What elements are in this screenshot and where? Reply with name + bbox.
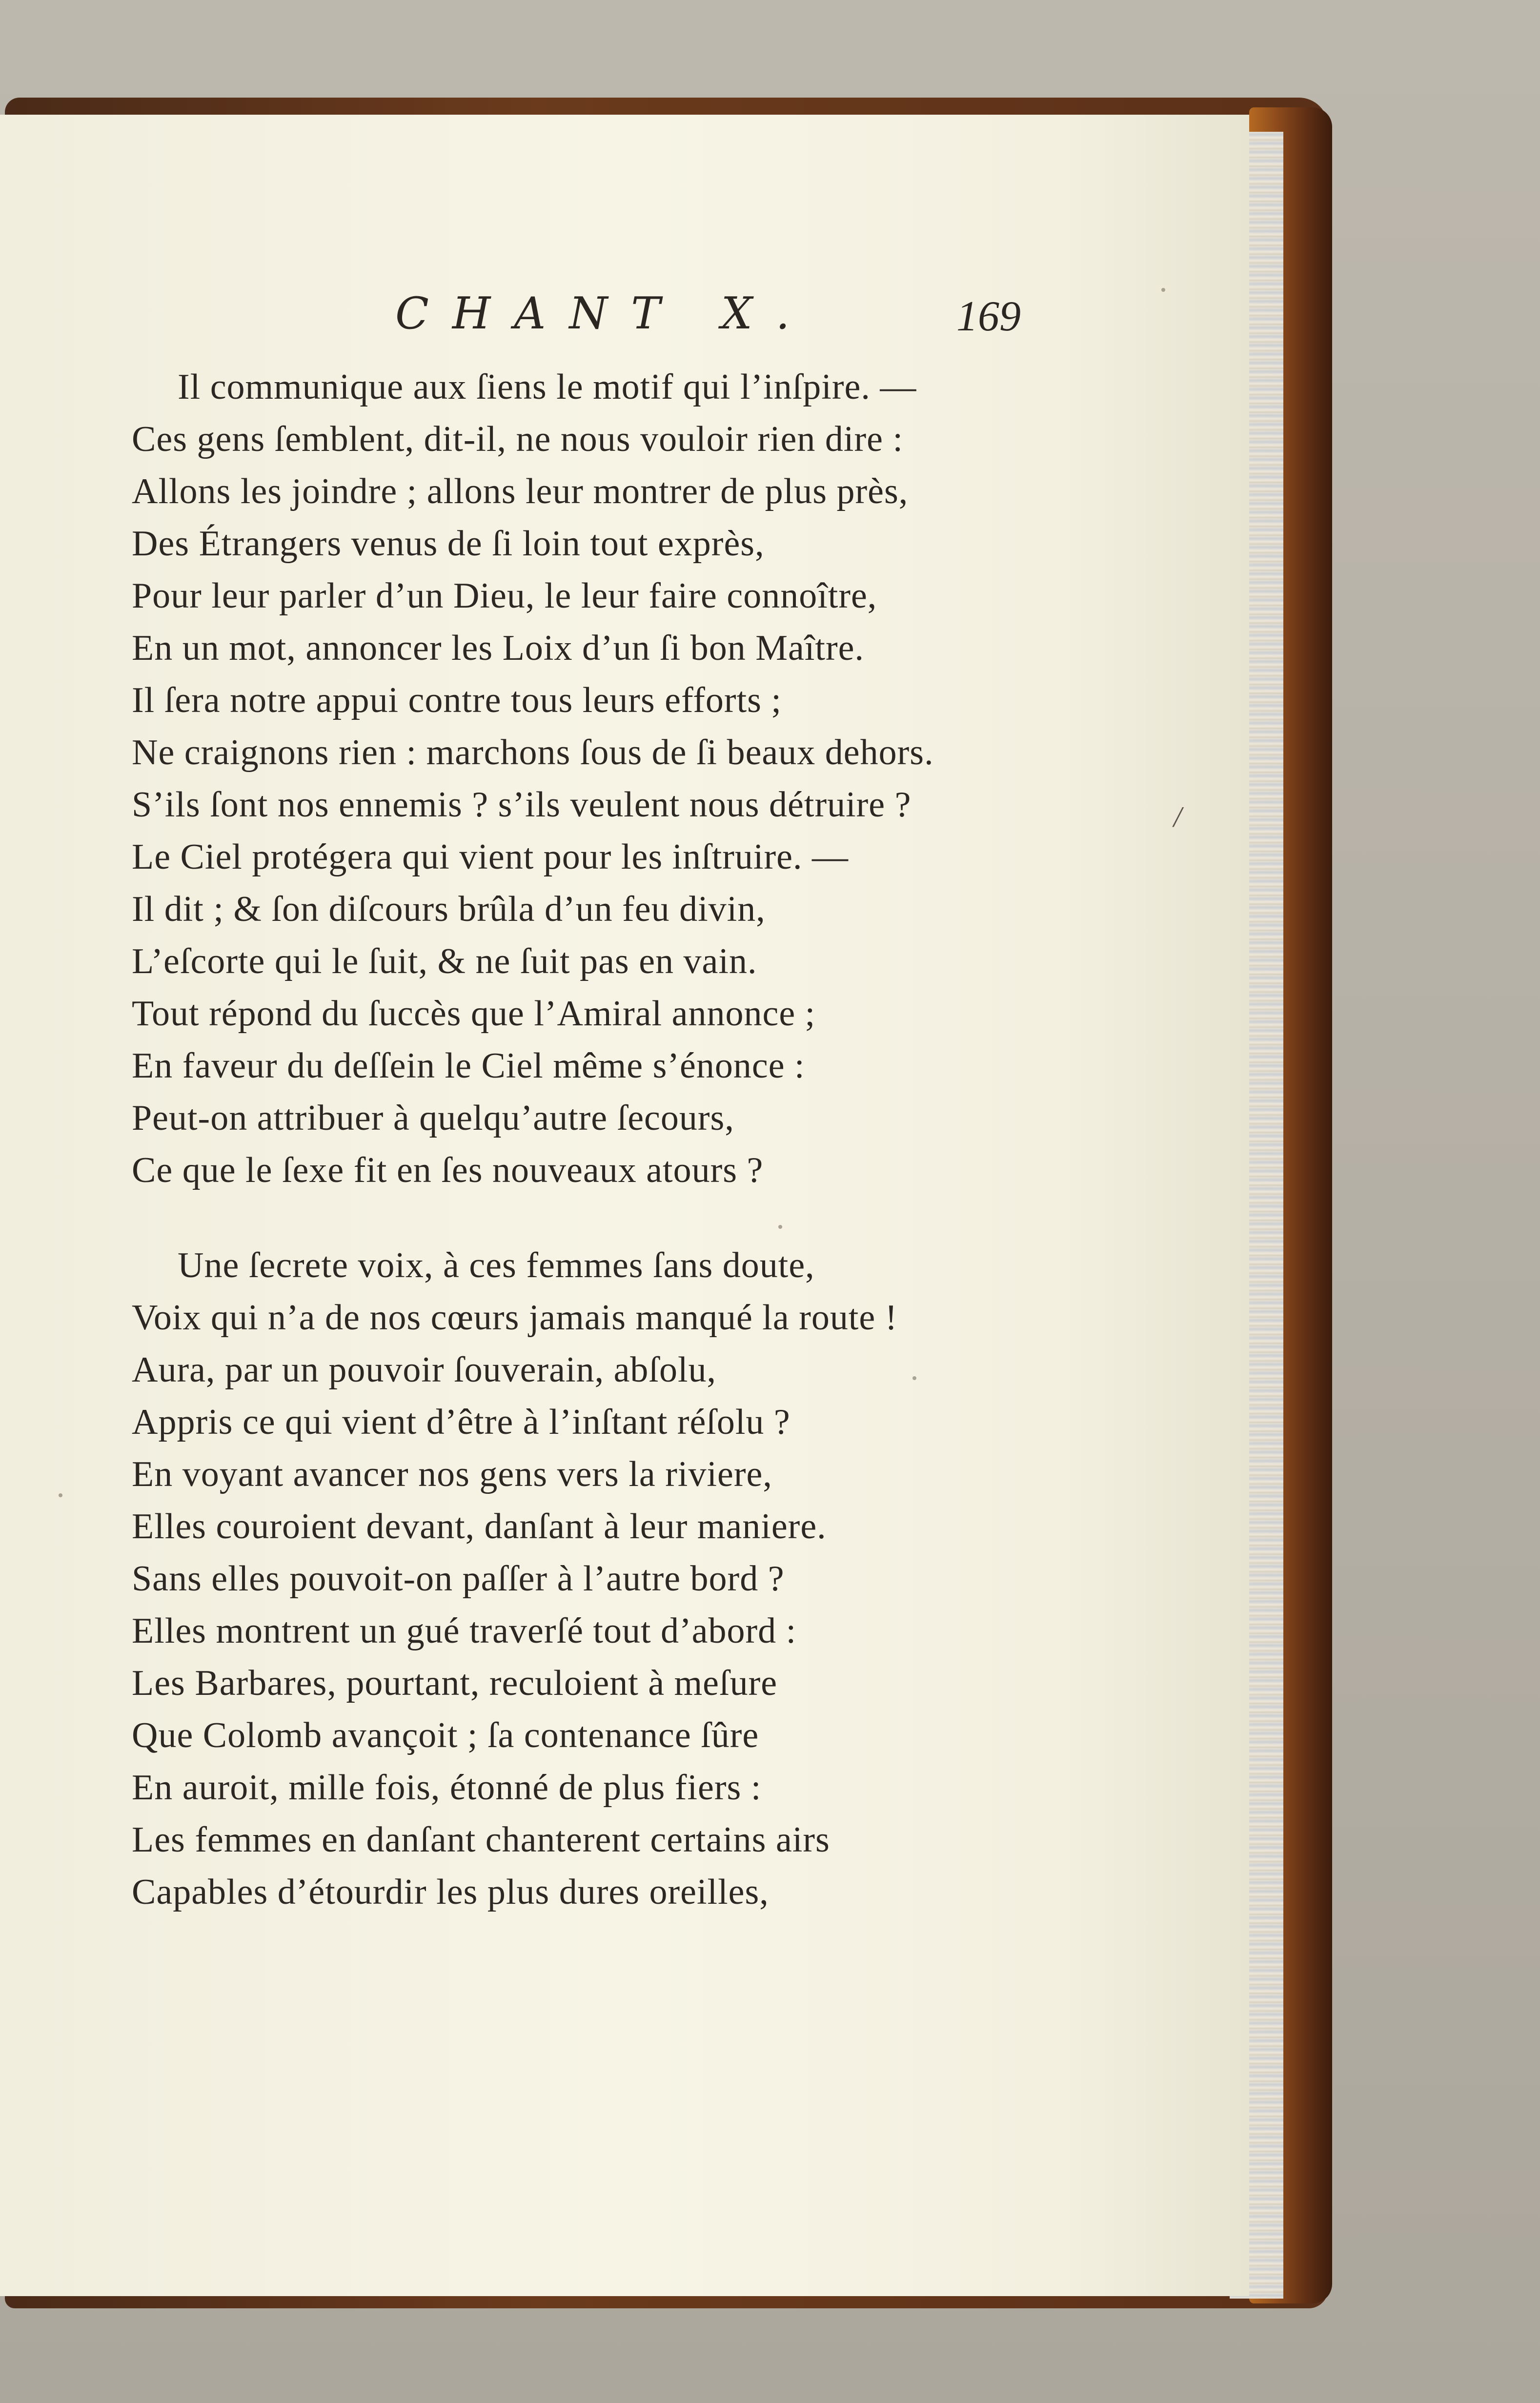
verse-line: En voyant avancer nos gens vers la riviere, (132, 1454, 772, 1494)
verse-line: Ce que le ſexe fit en ſes nouveaux atours ? (132, 1150, 764, 1190)
verse-line: En faveur du deſſein le Ciel même s’énonce : (132, 1046, 805, 1086)
verse-line: L’eſcorte qui le ſuit, & ne ſuit pas en vain. (132, 941, 757, 981)
verse-line: En un mot, annoncer les Loix d’un ſi bon Maître. (132, 628, 864, 668)
ink-speck (778, 1225, 782, 1229)
verse-line: Il ſera notre appui contre tous leurs efforts ; (132, 680, 782, 720)
verse-line: Les femmes en danſant chanterent certains airs (132, 1820, 830, 1860)
ink-speck (59, 1493, 62, 1497)
ink-speck (912, 1376, 916, 1380)
verse-line: S’ils ſont nos ennemis ? s’ils veulent nous détruire ? (132, 785, 912, 825)
verse-line: Elles couroient devant, danſant à leur maniere. (132, 1507, 827, 1547)
verse-line: Pour leur parler d’un Dieu, le leur faire connoître, (132, 576, 877, 616)
verse-line: Sans elles pouvoit-on paſſer à l’autre bord ? (132, 1559, 785, 1599)
verse-line: Ne craignons rien : marchons ſous de ſi beaux dehors. (132, 733, 934, 773)
stanza-2 (132, 1240, 897, 1918)
verse-line: Des Étrangers venus de ſi loin tout exprès, (132, 524, 765, 564)
verse-line: Appris ce qui vient d’être à l’inſtant réſolu ? (132, 1402, 790, 1442)
verse-line: Une ſecrete voix, à ces femmes ſans doute, (178, 1245, 815, 1285)
verse-line: Voix qui n’a de nos cœurs jamais manqué la route ! (132, 1298, 898, 1338)
verse-line: Aura, par un pouvoir ſouverain, abſolu, (132, 1350, 717, 1390)
stanza-1 (132, 361, 934, 1197)
verse-line: En auroit, mille fois, étonné de plus fiers : (132, 1768, 762, 1808)
margin-mark: / (1174, 801, 1182, 833)
verse-line: Que Colomb avançoit ; ſa contenance ſûre (132, 1715, 759, 1755)
verse-line: Capables d’étourdir les plus dures oreilles, (132, 1872, 769, 1912)
verse-line: Tout répond du ſuccès que l’Amiral annonce ; (132, 994, 816, 1034)
ink-speck (1161, 288, 1165, 292)
verse-line: Ces gens ſemblent, dit-il, ne nous vouloir rien dire : (132, 419, 904, 459)
verse-line: Peut-on attribuer à quelqu’autre ſecours, (132, 1098, 734, 1138)
verse-line: Les Barbares, pourtant, reculoient à meſure (132, 1663, 778, 1703)
page-number: 169 (956, 293, 1021, 340)
verse-line: Le Ciel protégera qui vient pour les inſtruire. — (132, 837, 849, 877)
verse-line: Allons les joindre ; allons leur montrer de plus près, (132, 471, 909, 511)
verse-line: Elles montrent un gué traverſé tout d’abord : (132, 1611, 797, 1651)
verse-line: Il dit ; & ſon diſcours brûla d’un feu divin, (132, 889, 766, 929)
running-head: CHANT X. (395, 288, 813, 339)
verse-line: Il communique aux ſiens le motif qui l’inſpire. — (178, 367, 917, 407)
